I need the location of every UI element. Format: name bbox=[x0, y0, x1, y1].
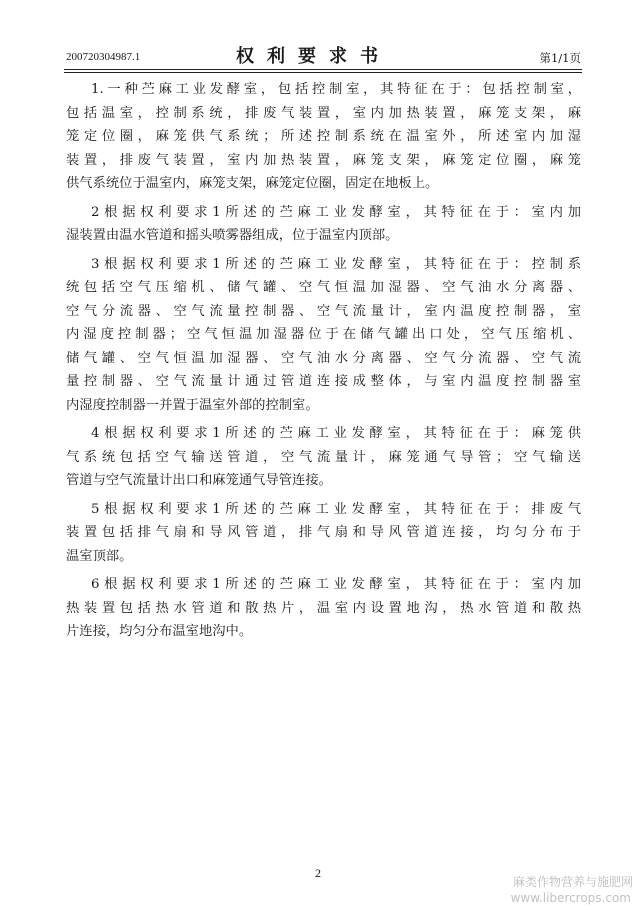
claim-line: 6根据权利要求1所述的苎麻工业发酵室，其特征在于：室内加 bbox=[91, 577, 581, 592]
page-number: 2 bbox=[315, 866, 321, 880]
claim-paragraph bbox=[66, 253, 581, 418]
page-indicator: 第1/1页 bbox=[539, 51, 581, 65]
claim-line: 1.一种苎麻工业发酵室，包括控制室，其特征在于：包括控制室， bbox=[91, 82, 581, 97]
header-rule-bottom bbox=[64, 72, 582, 73]
claim-line: 5根据权利要求1所述的苎麻工业发酵室，其特征在于：排废气 bbox=[91, 501, 581, 517]
claim-line: 内湿度控制器；空气恒温加湿器位于在储气罐出口处，空气压缩机、 bbox=[66, 327, 581, 342]
claim-line: 4根据权利要求1所述的苎麻工业发酵室，其特征在于：麻笼供 bbox=[91, 426, 581, 441]
watermark-site-name: 麻类作物营养与施肥网 bbox=[512, 875, 633, 889]
claim-line: 量控制器、空气流量计通过管道连接成整体，与室内温度控制器室 bbox=[66, 374, 581, 389]
claim-line: 湿装置由温水管道和摇头喷雾器组成，位于温室内顶部。 bbox=[66, 228, 399, 243]
claim-paragraph bbox=[66, 573, 581, 644]
watermark-url: www.libercrops.com bbox=[510, 891, 631, 905]
claim-line: 空气分流器、空气流量控制器、空气流量计，室内温度控制器，室 bbox=[66, 303, 581, 319]
claims-body bbox=[66, 78, 581, 649]
claim-line: 热装置包括热水管道和散热片，温室内设置地沟，热水管道和散热 bbox=[66, 600, 581, 616]
claim-paragraph bbox=[66, 498, 581, 569]
claim-line: 3根据权利要求1所述的苎麻工业发酵室，其特征在于：控制系 bbox=[91, 256, 581, 272]
claim-line: 包括温室，控制系统，排废气装置，室内加热装置，麻笼支架，麻 bbox=[66, 105, 581, 121]
claim-paragraph bbox=[66, 201, 581, 248]
header-rule-top bbox=[64, 69, 582, 70]
claim-line: 笼定位圈，麻笼供气系统；所述控制系统在温室外，所述室内加湿 bbox=[66, 129, 581, 144]
claim-line: 内湿度控制器一并置于温室外部的控制室。 bbox=[66, 397, 319, 413]
claim-line: 供气系统位于温室内，麻笼支架，麻笼定位圈，固定在地板上。 bbox=[66, 176, 439, 191]
page-title: 权利要求书 bbox=[236, 46, 391, 67]
claim-line: 装置包括排气扇和导风管道，排气扇和导风管道连接，均匀分布于 bbox=[66, 525, 581, 540]
application-number: 200720304987.1 bbox=[66, 51, 141, 63]
claim-paragraph bbox=[66, 78, 581, 196]
claim-line: 统包括空气压缩机、储气罐、空气恒温加湿器、空气油水分离器、 bbox=[66, 280, 581, 295]
claim-line: 片连接，均匀分布温室地沟中。 bbox=[66, 624, 253, 639]
claim-line: 温室顶部。 bbox=[66, 548, 133, 564]
claim-line: 管道与空气流量计出口和麻笼通气导管连接。 bbox=[66, 473, 332, 488]
claim-line: 2根据权利要求1所述的苎麻工业发酵室，其特征在于：室内加 bbox=[91, 204, 581, 220]
claim-line: 储气罐、空气恒温加湿器、空气油水分离器、空气分流器、空气流 bbox=[66, 350, 581, 366]
claim-paragraph bbox=[66, 422, 581, 493]
claim-line: 气系统包括空气输送管道，空气流量计，麻笼通气导管；空气输送 bbox=[66, 449, 581, 465]
claim-line: 装置，排废气装置，室内加热装置，麻笼支架，麻笼定位圈，麻笼 bbox=[66, 152, 581, 168]
